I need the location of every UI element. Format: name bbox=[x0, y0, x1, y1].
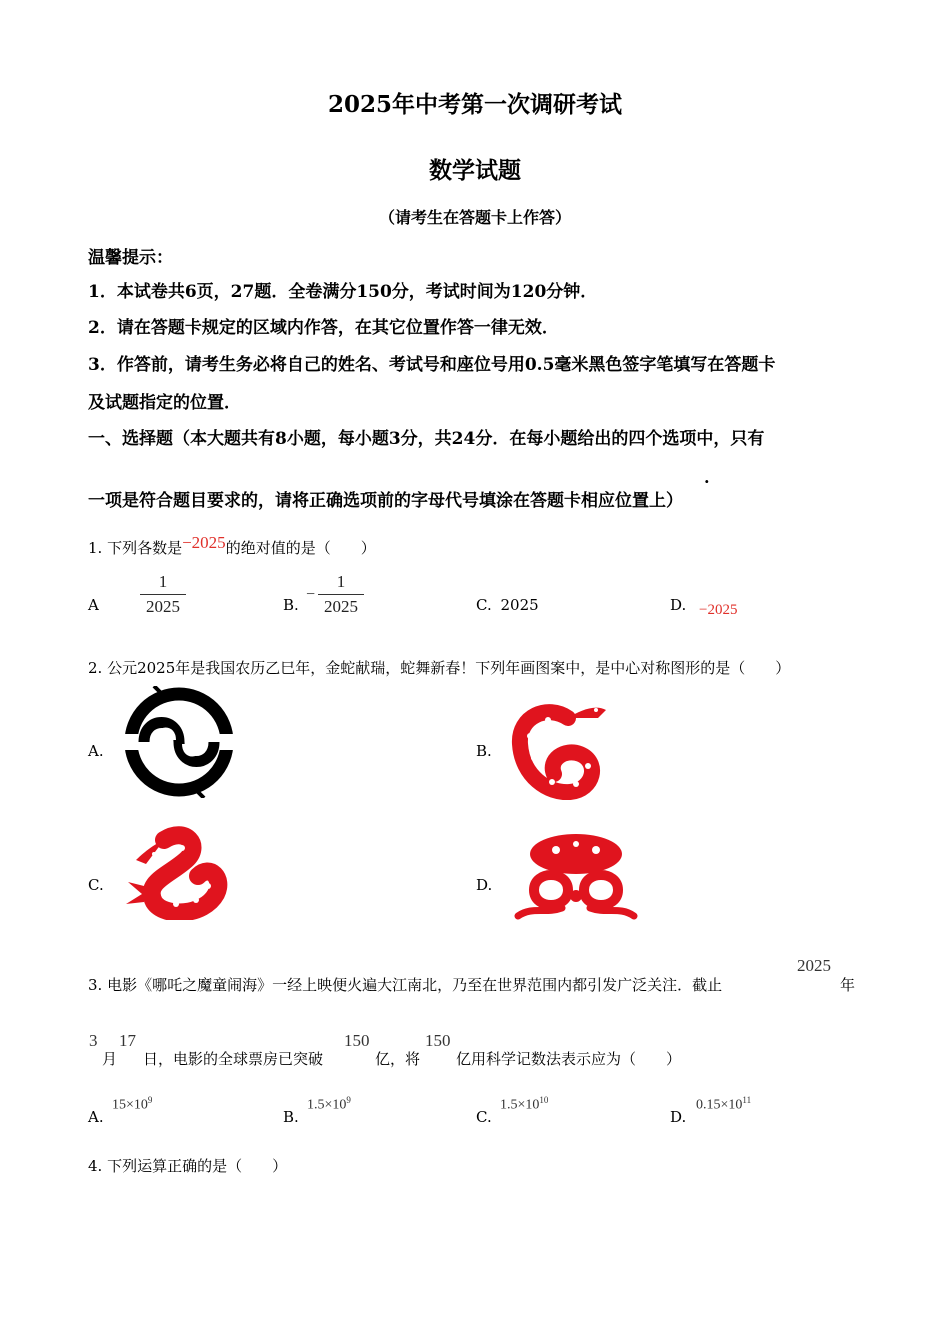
q3-text-post: 亿用科学记数法表示应为（ ） bbox=[456, 1050, 682, 1068]
q3-d-value: 0.15×10 bbox=[696, 1097, 743, 1113]
question-1 bbox=[88, 533, 376, 558]
exam-subject: 数学试题 bbox=[429, 157, 521, 184]
q3-text-mid: 日，电影的全球票房已突破 bbox=[143, 1050, 324, 1068]
q3-option-c-label: C. bbox=[476, 1108, 492, 1126]
q3-b-exponent: 9 bbox=[346, 1095, 351, 1105]
paper-cut-twin-snakes-d-icon bbox=[512, 830, 640, 922]
q1-b-denominator: 2025 bbox=[324, 597, 358, 616]
section-heading-line1: 一、选择题（本大题共有8小题，每小题3分，共24分．在每小题给出的四个选项中，只有 bbox=[88, 429, 765, 449]
q3-month-unit: 月 bbox=[102, 1050, 118, 1068]
tips-heading: 温馨提示： bbox=[88, 248, 173, 268]
q1-d-value: −2025 bbox=[699, 602, 738, 618]
q1-option-d bbox=[670, 596, 738, 618]
q1-c-value: 2025 bbox=[500, 596, 539, 614]
question-3-line1: 3. 电影《哪吒之魔童闹海》一经上映便火遍大江南北，乃至在世界范围内都引发广泛关注．截止 bbox=[88, 976, 723, 994]
q3-c-exponent: 10 bbox=[539, 1095, 549, 1105]
answer-note: （请考生在答题卡上作答） bbox=[378, 208, 571, 227]
q1-option-c bbox=[476, 596, 539, 614]
q1-math: −2025 bbox=[182, 533, 226, 552]
q3-a-exponent: 9 bbox=[147, 1095, 153, 1105]
tip-2: 2．请在答题卡规定的区域内作答，在其它位置作答一律无效． bbox=[88, 318, 559, 338]
tip-3-continued: 及试题指定的位置． bbox=[88, 393, 241, 413]
q1-d-label: D. bbox=[670, 596, 687, 614]
q3-c-value: 1.5×10 bbox=[500, 1097, 540, 1113]
q3-b-value: 1.5×10 bbox=[307, 1097, 347, 1113]
snake-emblem-a-icon bbox=[124, 686, 234, 798]
q1-b-numerator: 1 bbox=[336, 572, 346, 591]
q3-amount-1: 150 bbox=[344, 1031, 370, 1050]
q1-option-b-label: B. bbox=[283, 596, 299, 614]
q3-amount-2: 150 bbox=[425, 1031, 451, 1050]
q3-option-d bbox=[696, 1095, 751, 1114]
tip-1: 1．本试卷共6页，27题．全卷满分150分，考试时间为120分钟． bbox=[88, 282, 598, 302]
tip-3: 3．作答前，请考生务必将自己的姓名、考试号和座位号用0.5毫米黑色签字笔填写在答题卡 bbox=[88, 355, 776, 375]
q2-option-c-label: C. bbox=[88, 876, 104, 894]
q3-year-unit: 年 bbox=[840, 976, 856, 994]
q3-option-a-label: A. bbox=[88, 1108, 104, 1126]
q3-day: 17 bbox=[119, 1031, 136, 1050]
q3-option-b bbox=[307, 1095, 351, 1114]
q2-option-d-label: D. bbox=[476, 876, 493, 894]
q3-year: 2025 bbox=[797, 956, 831, 975]
q1-a-numerator: 1 bbox=[158, 572, 168, 591]
emphasis-dot: . bbox=[704, 468, 710, 487]
q3-d-exponent: 11 bbox=[742, 1095, 752, 1105]
exam-title: 2025年中考第一次调研考试 bbox=[327, 91, 622, 118]
q3-text-mid2: 亿，将 bbox=[375, 1050, 421, 1068]
q1-text-pre: 1. 下列各数是 bbox=[88, 539, 183, 557]
q3-option-a bbox=[112, 1095, 152, 1114]
q3-option-d-label: D. bbox=[670, 1108, 687, 1126]
q1-c-label: C. bbox=[476, 596, 492, 614]
q1-option-a-label: A bbox=[88, 596, 99, 614]
question-2: 2. 公元2025年是我国农历乙巳年，金蛇献瑞，蛇舞新春！下列年画图案中，是中心对称图形的是（ ） bbox=[88, 659, 791, 677]
q1-option-a-fraction bbox=[140, 572, 186, 617]
q2-option-b-label: B. bbox=[476, 742, 492, 760]
q1-text-post: 的绝对值的是（ ） bbox=[225, 539, 376, 557]
q2-option-a-label: A. bbox=[88, 742, 104, 760]
q3-option-b-label: B. bbox=[283, 1108, 299, 1126]
paper-cut-snake-b-icon bbox=[508, 696, 612, 800]
paper-cut-snake-c-icon bbox=[124, 820, 228, 920]
q1-option-b-fraction bbox=[318, 572, 364, 617]
q1-a-denominator: 2025 bbox=[146, 597, 180, 616]
question-4: 4. 下列运算正确的是（ ） bbox=[88, 1157, 288, 1175]
q3-option-c bbox=[500, 1095, 548, 1114]
section-heading-line2: 一项是符合题目要求的，请将正确选项前的字母代号填涂在答题卡相应位置上） bbox=[88, 491, 683, 511]
q3-a-value: 15×10 bbox=[112, 1097, 148, 1113]
q1-b-sign: − bbox=[306, 586, 316, 603]
q3-month: 3 bbox=[89, 1031, 98, 1050]
